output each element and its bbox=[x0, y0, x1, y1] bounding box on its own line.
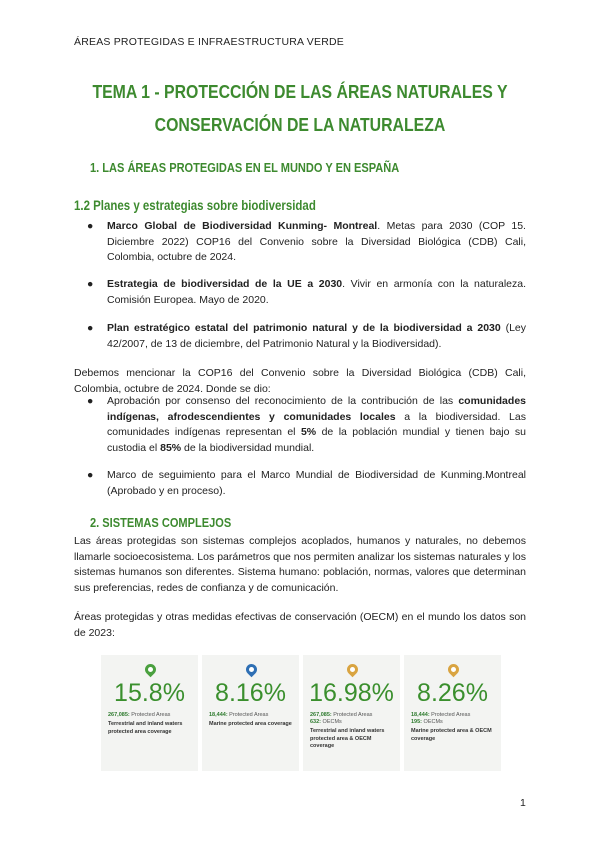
bullet-text: a la biodiversidad. Las comunidades indígenas representan el bbox=[107, 410, 526, 438]
section-heading-1: 1. LAS ÁREAS PROTEGIDAS EN EL MUNDO Y EN ESPAÑA bbox=[90, 160, 400, 175]
stat-percent: 8.26% bbox=[417, 679, 488, 707]
stat-count: 267,085: Protected Areas 632: OECMs bbox=[310, 712, 373, 725]
stats-figure bbox=[101, 655, 501, 771]
stat-description: Marine protected area coverage bbox=[209, 721, 292, 727]
bullet-item: ● Marco Global de Biodiversidad Kunming- Montreal. Metas para 2030 (COP 15. Diciembre 2022) COP16 del Convenio sobre la Diversidad Biológica (CDB) Cali, Colombia, octubre de 2024. bbox=[87, 220, 526, 263]
stat-description: Terrestrial and inland waters protected area coverage bbox=[108, 721, 183, 735]
map-pin-icon bbox=[142, 662, 158, 678]
stat-card bbox=[303, 655, 400, 771]
stat-card bbox=[202, 655, 299, 771]
map-pin-icon bbox=[243, 662, 259, 678]
bullet-bold: Plan estratégico estatal del patrimonio natural y de la biodiversidad a 2030 bbox=[107, 322, 501, 334]
stat-percent: 8.16% bbox=[215, 679, 286, 707]
title-line-1: TEMA 1 - PROTECCIÓN DE LAS ÁREAS NATURALES Y bbox=[92, 82, 508, 102]
page-number: 1 bbox=[520, 797, 526, 809]
bullet-text: . Vivir en armonía con la naturaleza. Comisión Europea. Mayo de 2020. bbox=[107, 278, 526, 306]
bullet-bold: 5% bbox=[300, 426, 317, 438]
stat-percent: 16.98% bbox=[309, 679, 394, 707]
bullet-text: de la biodiversidad mundial. bbox=[181, 441, 315, 454]
map-pin-icon bbox=[445, 662, 461, 678]
subsection-heading: 1.2 Planes y estrategias sobre biodiversidad bbox=[74, 197, 316, 213]
bullet-item: ● Estrategia de biodiversidad de la UE a 2030. Vivir en armonía con la naturaleza. Comisión Europea. Mayo de 2020. bbox=[87, 278, 526, 306]
bullet-item: ● Aprobación por consenso del reconocimiento de la contribución de las comunidades indígenas, afrodescendientes y comunidades locales a la biodiversidad. Las comunidades indígenas representan el 5% de la población mundial y tienen bajo su custodia el 85% de la biodiversidad mundial. bbox=[87, 395, 526, 454]
bullet-text: Aprobación por consenso del reconocimiento de la contribución de las bbox=[107, 395, 459, 407]
paragraph: Debemos mencionar la COP16 del Convenio sobre la Diversidad Biológica (CDB) Cali, Colombia, octubre de 2024. Donde se dio: bbox=[74, 367, 526, 395]
page-header: ÁREAS PROTEGIDAS E INFRAESTRUCTURA VERDE bbox=[74, 36, 344, 48]
stat-count: 18,444: Protected Areas bbox=[209, 712, 269, 718]
map-pin-icon bbox=[344, 662, 360, 678]
stat-count: 267,085: Protected Areas bbox=[108, 712, 171, 718]
page-title bbox=[89, 76, 511, 142]
title-line-2: CONSERVACIÓN DE LA NATURALEZA bbox=[154, 115, 446, 135]
bullet-bold: comunidades indígenas, afrodescendientes y comunidades locales bbox=[107, 395, 526, 423]
stat-description: Terrestrial and inland waters protected area & OECM coverage bbox=[310, 728, 385, 749]
bullet-item: ● Plan estratégico estatal del patrimonio natural y de la biodiversidad a 2030 (Ley 42/2007, de 13 de diciembre, del Patrimonio Natural y la Biodiversidad). bbox=[87, 322, 527, 350]
bullet-text: de la población mundial y tienen bajo su custodia el bbox=[107, 426, 526, 454]
bullet-text: Marco de seguimiento para el Marco Mundial de Biodiversidad de Kunming.Montreal (Aprobado y en proceso). bbox=[107, 469, 526, 497]
bullet-bold: Marco Global de Biodiversidad Kunming- Montreal bbox=[107, 220, 378, 232]
stat-count: 18,444: Protected Areas 195: OECMs bbox=[411, 712, 471, 725]
paragraph: Áreas protegidas y otras medidas efectivas de conservación (OECM) en el mundo los datos son de 2023: bbox=[74, 611, 526, 639]
stat-percent: 15.8% bbox=[114, 679, 185, 707]
bullet-item: ● Marco de seguimiento para el Marco Mundial de Biodiversidad de Kunming.Montreal (Aprobado y en proceso). bbox=[87, 469, 526, 497]
stat-card bbox=[101, 655, 198, 771]
bullet-bold: Estrategia de biodiversidad de la UE a 2030 bbox=[107, 278, 343, 290]
stat-card bbox=[404, 655, 501, 771]
bullet-bold: 85% bbox=[160, 441, 182, 454]
bullet-text: (Ley 42/2007, de 13 de diciembre, del Patrimonio Natural y la Biodiversidad). bbox=[107, 322, 527, 350]
section-heading-2: 2. SISTEMAS COMPLEJOS bbox=[90, 515, 232, 530]
bullet-text: . Metas para 2030 (COP 15. Diciembre 2022) COP16 del Convenio sobre la Diversidad Biológica (CDB) Cali, Colombia, octubre de 2024. bbox=[107, 220, 526, 263]
stat-description: Marine protected area & OECM coverage bbox=[411, 728, 492, 742]
paragraph: Las áreas protegidas son sistemas complejos acoplados, humanos y naturales, no debemos llamarle socioecosistema. Los parámetros que nos permiten analizar los sistemas naturales y los sistemas humanos son diferentes. Sistema humano: población, normas, valores que determinan sus preferencias, redes de confianza y de comunicación. bbox=[74, 535, 526, 594]
